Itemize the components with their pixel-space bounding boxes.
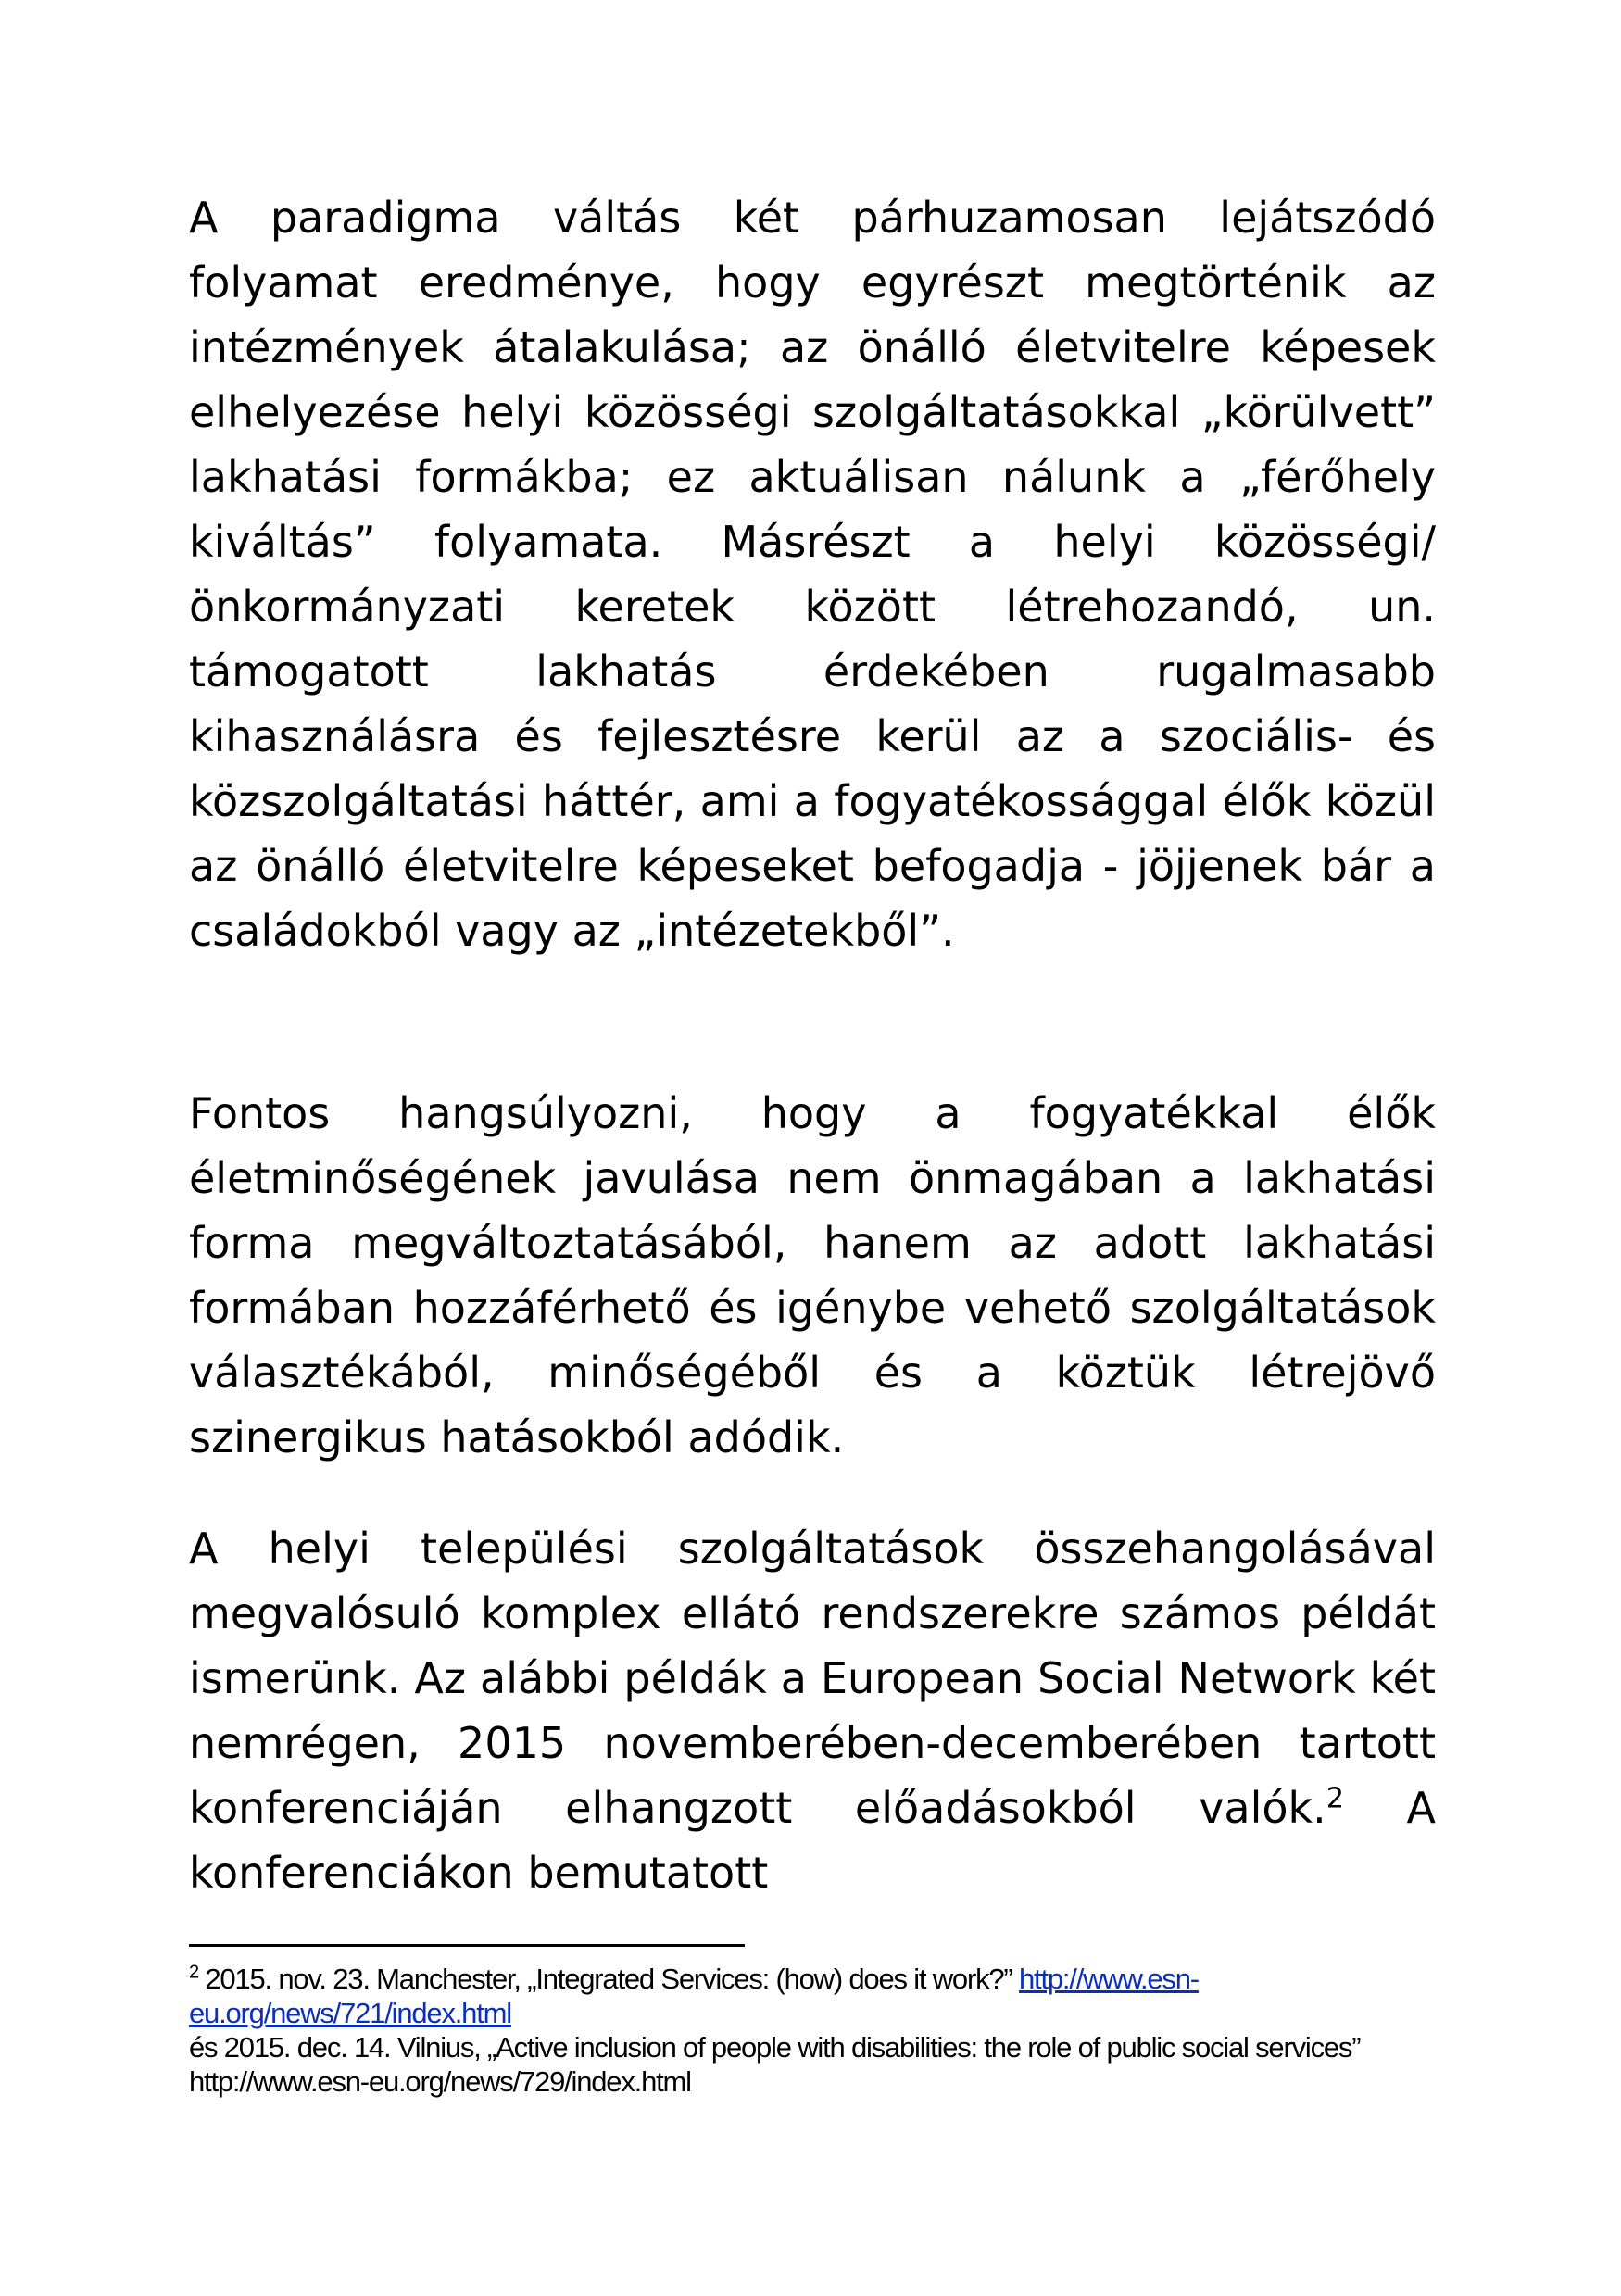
footnote-line bbox=[189, 1962, 1436, 2030]
paragraph-text: A helyi települési szolgáltatások összehangolásával megvalósuló komplex ellátó rendszerekre számos példát ismerünk. Az alábbi példák a European Social Network két nemrégen, 2015 novemberében-decemberében tartott konferenciáján elhangzott előadásokból valók. bbox=[189, 1524, 1436, 1833]
paragraph-text: A konferenciákon bemutatott bbox=[189, 1783, 1436, 1898]
body-paragraph: A paradigma váltás két párhuzamosan lejátszódó folyamat eredménye, hogy egyrészt megtörténik az intézmények átalakulása; az önálló életvitelre képesek elhelyezése helyi közösségi szolgáltatásokkal „körülvett” lakhatási formákba; ez aktuálisan nálunk a „férőhely kiváltás” folyamata. Másrészt a helyi közösségi/önkormányzati keretek között létrehozandó, un. támogatott lakhatás érdekében rugalmasabb kihasználásra és fejlesztésre kerül az a szociális- és közszolgáltatási háttér, ami a fogyatékossággal élők közül az önálló életvitelre képeseket befogadja - jöjjenek bár a családokból vagy az „intézetekből”. bbox=[189, 193, 1436, 956]
footnote bbox=[189, 1962, 1436, 2099]
footnote-marker: 2 bbox=[189, 1962, 198, 1983]
body-paragraph bbox=[189, 1516, 1436, 1905]
footnote-link[interactable]: http://www.esn-eu.org/news/721/index.html bbox=[189, 1963, 1199, 2029]
footnote-reference[interactable]: 2 bbox=[1326, 1782, 1344, 1815]
footnote-text: 2015. nov. 23. Manchester, „Integrated Services: (how) does it work?” bbox=[197, 1963, 1019, 1995]
footnote-separator bbox=[189, 1944, 745, 1947]
footnote-line: és 2015. dec. 14. Vilnius, „Active inclusion of people with disabilities: the role of public social services” http://www.esn-eu.org/news/729/index.html bbox=[189, 2031, 1361, 2098]
body-paragraph: Fontos hangsúlyozni, hogy a fogyatékkal élők életminőségének javulása nem önmagában a lakhatási forma megváltoztatásából, hanem az adott lakhatási formában hozzáférhető és igénybe vehető szolgáltatások választékából, minőségéből és a köztük létrejövő szinergikus hatásokból adódik. bbox=[189, 1088, 1436, 1462]
